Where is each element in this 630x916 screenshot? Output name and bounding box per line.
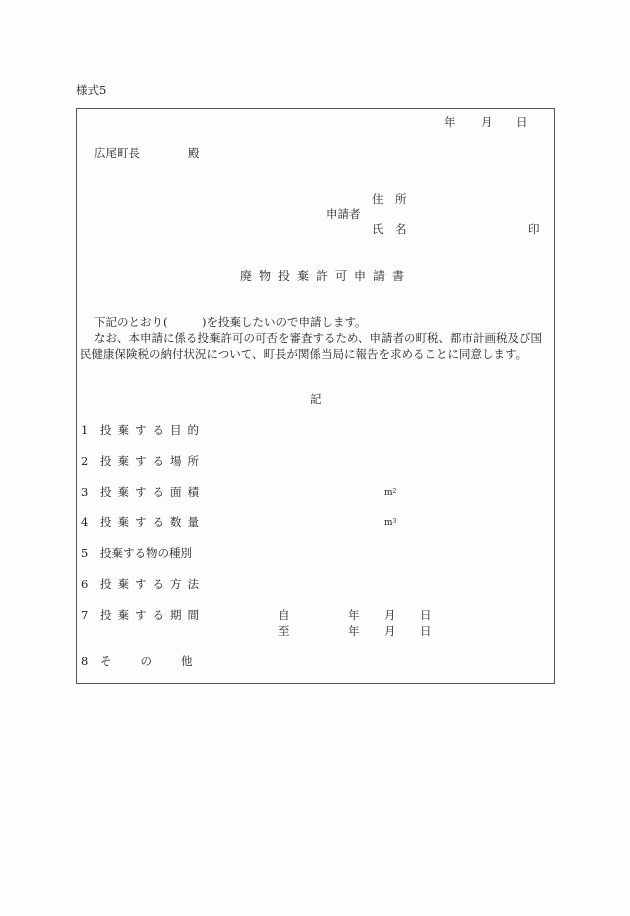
item-label: 投棄する面積 bbox=[100, 485, 205, 499]
item-label: 投棄する期間 bbox=[100, 608, 205, 622]
unit-text: m bbox=[384, 488, 393, 498]
unit-sup: 2 bbox=[392, 488, 397, 495]
applicant-label: 申請者 bbox=[326, 207, 361, 221]
date-day-label: 日 bbox=[516, 115, 528, 129]
item-label: 投棄する方法 bbox=[100, 577, 205, 591]
body-line-1: 下記のとおり( )を投棄したいので申請します。 bbox=[94, 315, 367, 329]
item-label: 投棄する目的 bbox=[100, 423, 205, 437]
period-to-month: 月 bbox=[384, 624, 396, 638]
item-number: 2 bbox=[81, 454, 89, 468]
item-label: そ の 他 bbox=[100, 654, 195, 668]
item-label: 投棄する数量 bbox=[100, 515, 205, 529]
period-to-label: 至 bbox=[278, 624, 290, 638]
unit-sup: 3 bbox=[392, 518, 397, 525]
item-label: 投棄する物の種別 bbox=[100, 546, 192, 560]
item-number: 7 bbox=[81, 608, 89, 622]
item-number: 3 bbox=[81, 485, 89, 499]
document-title: 廃物投棄許可申請書 bbox=[240, 269, 412, 283]
ki-heading: 記 bbox=[310, 392, 322, 406]
date-month-label: 月 bbox=[481, 115, 493, 129]
seal-mark: 印 bbox=[528, 222, 540, 236]
unit-text: m bbox=[384, 518, 393, 528]
item-number: 6 bbox=[81, 577, 89, 591]
period-to-day: 日 bbox=[420, 624, 432, 638]
unit-square-meter bbox=[384, 489, 396, 498]
item-number: 5 bbox=[81, 546, 89, 560]
period-from-month: 月 bbox=[384, 608, 396, 622]
date-year-label: 年 bbox=[444, 115, 456, 129]
period-from-day: 日 bbox=[420, 608, 432, 622]
body-paragraph bbox=[80, 314, 550, 362]
unit-cubic-meter bbox=[384, 519, 396, 528]
item-number: 1 bbox=[81, 423, 89, 437]
address-label: 住 所 bbox=[372, 192, 407, 206]
body-line-2: なお、本申請に係る投棄許可の可否を審査するため、申請者の町税、都市計画税及び国 bbox=[94, 331, 543, 345]
addressee-name: 広尾町長 bbox=[94, 146, 140, 160]
item-label: 投棄する場所 bbox=[100, 454, 205, 468]
period-from-label: 自 bbox=[278, 608, 290, 622]
body-line-3: 民健康保険税の納付状況について、町長が関係当局に報告を求めることに同意します。 bbox=[80, 347, 528, 361]
name-label: 氏 名 bbox=[372, 222, 407, 236]
item-number: 4 bbox=[81, 515, 89, 529]
addressee-honorific: 殿 bbox=[188, 146, 200, 160]
item-number: 8 bbox=[81, 654, 89, 668]
period-to-year: 年 bbox=[348, 624, 360, 638]
form-label: 様式5 bbox=[76, 83, 107, 97]
period-from-year: 年 bbox=[348, 608, 360, 622]
